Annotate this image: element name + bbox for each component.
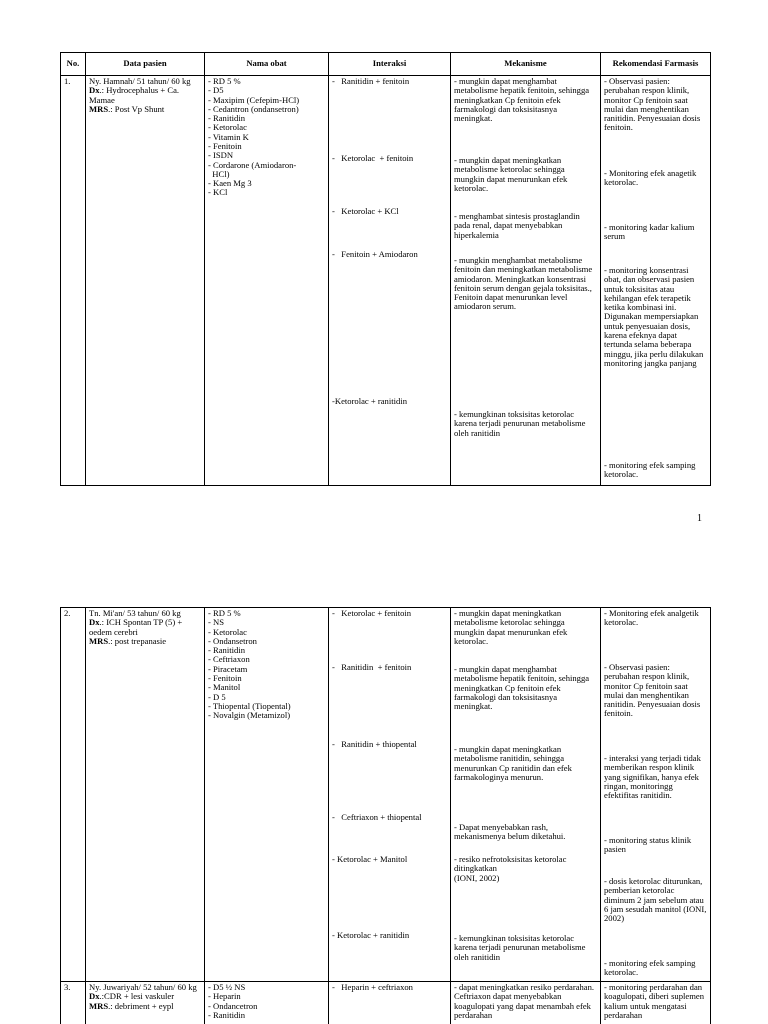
- recommendation-item: - monitoring kadar kalium serum: [604, 222, 697, 242]
- interaction-item: - Ketorolac + fenitoin: [332, 153, 414, 163]
- interaction-item: - Fenitoin + Amiodaron: [332, 249, 418, 259]
- mechanism-cell: [451, 608, 601, 982]
- dx-value: .: Hydrocephalus + Ca. Mamae: [89, 85, 180, 105]
- mrs-value: .: post trepanasie: [108, 635, 167, 646]
- table-header-row: [61, 53, 711, 76]
- page-number: 1: [697, 513, 702, 524]
- interaction-cell: [329, 608, 451, 982]
- interaction-cell: [329, 982, 451, 1024]
- interaction-item: - Ketorolac + fenitoin: [332, 608, 412, 618]
- recommendation-item: - Monitoring efek anagetik ketorolac.: [604, 168, 699, 188]
- interaction-item: - Heparin + ceftriaxon: [332, 982, 413, 992]
- interaction-item: - Ranitidin + fenitoin: [332, 662, 412, 672]
- recommendation-cell: [601, 608, 711, 982]
- mechanism-item: - mungkin dapat meningkatkan metabolisme ranitidin, sehingga menurunkan Cp ranitidin dan efek farmakologinya menurun.: [454, 744, 575, 782]
- recommendation-item: - monitoring status klinik pasien: [604, 835, 694, 855]
- patient-identity: Ny. Juwariyah/ 52 tahun/ 60 kg: [89, 982, 197, 992]
- recommendation-item: - monitoring efek samping ketorolac.: [604, 958, 698, 978]
- mrs-value: .: Post Vp Shunt: [108, 103, 165, 114]
- interaction-item: -Ketorolac + ranitidin: [332, 396, 408, 406]
- recommendation-cell: [601, 982, 711, 1024]
- recommendation-item: - monitoring konsentrasi obat, dan observasi pasien untuk toksisitas atau kehilangan efek terapetik ketika kombinasi ini. Digunakan mempersiapkan untuk penyesuaian dosis, karena efeknya dapat tertunda selama beberapa minggu, jika perlu dilakukan monitoring jangka panjang: [604, 265, 706, 368]
- recommendation-cell: [601, 76, 711, 486]
- header-nama-obat: Nama obat: [205, 53, 329, 76]
- mechanism-item: - Dapat menyebabkan rash, mekanismenya belum diketahui.: [454, 822, 566, 842]
- mechanism-item: - menghambat sintesis prostaglandin pada renal, dapat menyebabkan hiperkalemia: [454, 211, 582, 240]
- patient-data: [86, 608, 205, 982]
- drug-list: - RD 5 % - D5 - Maxipim (Cefepim-HCl) - Cedantron (ondansetron) - Ranitidin - Ketorolac - Vitamin K - Fenitoin - ISDN - Cordarone (Amiodaron- HCl) - Kaen Mg 3 - KCl: [205, 76, 329, 486]
- mechanism-item: - mungkin dapat menghambat metabolisme hepatik fenitoin, sehingga meningkatkan Cp fenitoin efek farmakologi dan toksisitasnya meningkat.: [454, 76, 592, 124]
- dx-label: Dx: [89, 991, 100, 1002]
- mrs-label: MRS: [89, 1000, 109, 1011]
- interaction-item: - Ranitidin + fenitoin: [332, 76, 410, 86]
- mechanism-item: - kemungkinan toksisitas ketorolac karena terjadi penurunan metabolisme oleh ranitidin: [454, 933, 588, 962]
- patient-mrs: [89, 637, 201, 646]
- dx-label: Dx: [89, 617, 100, 628]
- patient-diagnosis: [89, 618, 201, 637]
- interaction-item: - Ceftriaxon + thiopental: [332, 812, 422, 822]
- patient-mrs: [89, 105, 201, 114]
- patient-data: [86, 76, 205, 486]
- drug-list: - RD 5 % - NS - Ketorolac - Ondansetron - Ranitidin - Ceftriaxon - Piracetam - Fenitoin - Manitol - D 5 - Thiopental (Tiopental) - Novalgin (Metamizol): [205, 608, 329, 982]
- drug-list: - D5 ½ NS - Heparin - Ondancetron - Ranitidin: [205, 982, 329, 1024]
- mrs-label: MRS: [89, 103, 109, 114]
- patient-identity: Ny. Hamnah/ 51 tahun/ 60 kg: [89, 76, 191, 86]
- patient-diagnosis: [89, 86, 201, 105]
- header-interaksi: Interaksi: [329, 53, 451, 76]
- recommendation-item: - Observasi pasien: perubahan respon klinik, monitor Cp fenitoin saat mulai dan menghentikan ranitidin. Penyesuaian dosis fenitoin.: [604, 662, 703, 719]
- header-data-pasien: Data pasien: [86, 53, 205, 76]
- dx-value: .:CDR + lesi vaskuler: [99, 991, 175, 1002]
- header-mekanisme: Mekanisme: [451, 53, 601, 76]
- table-section-page-1: [60, 52, 710, 486]
- recommendation-item: - Monitoring efek analgetik ketorolac.: [604, 608, 701, 628]
- table-row: [61, 76, 711, 486]
- recommendation-item: - monitoring efek samping ketorolac.: [604, 460, 698, 480]
- mechanism-item: - mungkin dapat meningkatkan metabolisme ketorolac sehingga mungkin dapat menurunkan efek ketorolac.: [454, 608, 570, 646]
- dx-value: .: ICH Spontan TP (5) + oedem cerebri: [89, 617, 183, 637]
- mechanism-item: - mungkin dapat menghambat metabolisme hepatik fenitoin, sehingga meningkatkan Cp fenitoin efek farmakologi dan toksisitasnya meningkat.: [454, 664, 592, 712]
- row-number: 2.: [61, 608, 86, 982]
- mechanism-cell: [451, 982, 601, 1024]
- table-row: [61, 608, 711, 982]
- mrs-value: .: debriment + eypl: [108, 1000, 174, 1011]
- mechanism-item: - dapat meningkatkan resiko perdarahan. Ceftriaxon dapat menyebabkan koagulopati yang dapat menambah efek perdarahan: [454, 982, 597, 1020]
- row-number: 1.: [61, 76, 86, 486]
- recommendation-item: - dosis ketorolac diturunkan, pemberian ketorolac diminum 2 jam sebelum atau 6 jam sesudah manitol (IONI, 2002): [604, 876, 709, 924]
- mechanism-cell: [451, 76, 601, 486]
- mechanism-item: - mungkin menghambat metabolisme fenitoin dan meningkatkan metabolisme amiodaron. Meningkatkan konsentrasi fenitoin serum dengan gejala toksisitas., Fenitoin dapat menurunkan level amiodaron serum.: [454, 255, 595, 312]
- interaction-item: - Ketorolac + KCl: [332, 206, 399, 216]
- mechanism-item: - mungkin dapat meningkatkan metabolisme ketorolac sehingga mungkin dapat menurunkan efek ketorolac.: [454, 155, 570, 193]
- dx-label: Dx: [89, 85, 100, 96]
- header-rekomendasi: Rekomendasi Farmasis: [601, 53, 711, 76]
- header-no: No.: [61, 53, 86, 76]
- mrs-label: MRS: [89, 635, 109, 646]
- recommendation-item: - Observasi pasien: perubahan respon klinik, monitor Cp fenitoin saat mulai dan menghentikan ranitidin. Penyesuaian dosis fenitoin.: [604, 76, 703, 133]
- row-number: 3.: [61, 982, 86, 1024]
- table-section-page-2: [60, 607, 710, 1024]
- patient-mrs: [89, 1002, 201, 1011]
- recommendation-item: - interaksi yang terjadi tidak memberikan respon klinik yang signifikan, hanya efek ringan, monitoringg efektifitas ranitidin.: [604, 753, 704, 801]
- table-row: [61, 982, 711, 1024]
- mechanism-item: - resiko nefrotoksisitas ketorolac ditingkatkan (IONI, 2002): [454, 854, 567, 883]
- drug-interaction-table-1: [60, 52, 711, 486]
- interaction-item: - Ketorolac + ranitidin: [332, 930, 410, 940]
- patient-data: [86, 982, 205, 1024]
- interaction-item: - Ranitidin + thiopental: [332, 739, 417, 749]
- drug-interaction-table-2: [60, 607, 711, 1024]
- recommendation-item: - monitoring perdarahan dan koagulopati, diberi suplemen kalium untuk mengatasi perdarahan: [604, 982, 707, 1020]
- interaction-item: - Ketorolac + Manitol: [332, 854, 408, 864]
- patient-identity: Tn. Mi'an/ 53 tahun/ 60 kg: [89, 608, 181, 618]
- interaction-cell: [329, 76, 451, 486]
- mechanism-item: - kemungkinan toksisitas ketorolac karena terjadi penurunan metabolisme oleh ranitidin: [454, 409, 588, 438]
